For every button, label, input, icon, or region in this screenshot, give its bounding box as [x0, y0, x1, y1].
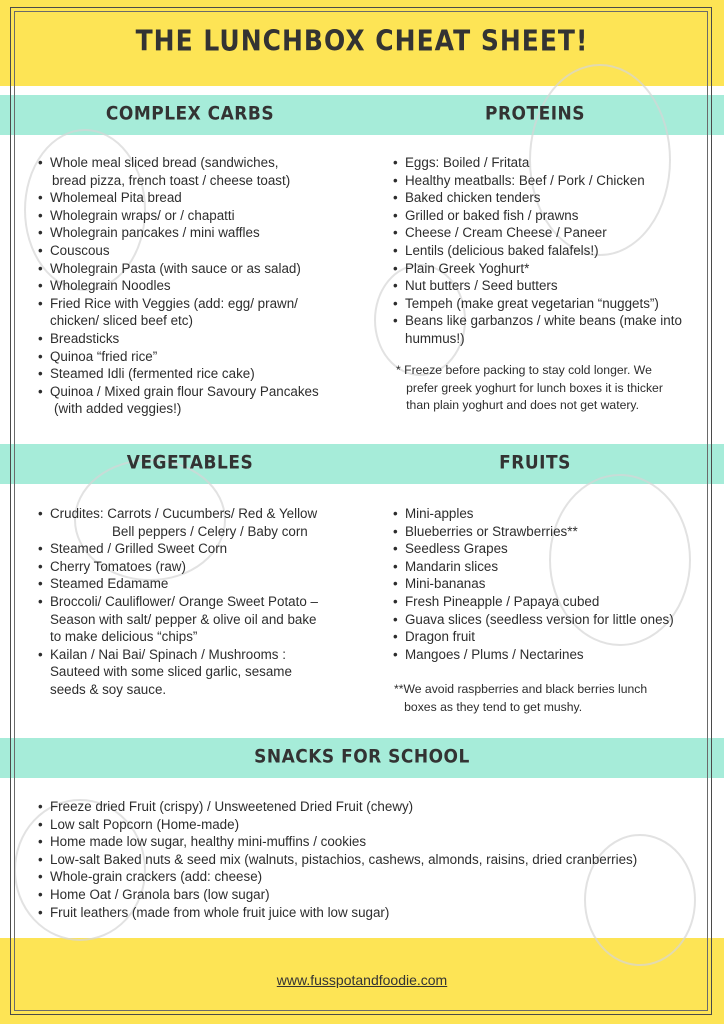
list-item: • Dragon fruit: [393, 628, 674, 646]
list-item: • Quinoa “fried rice”: [38, 348, 319, 366]
heading-snacks-for-school: SNACKS FOR SCHOOL: [254, 746, 470, 768]
list-item: • Steamed Edamame: [38, 575, 318, 593]
list-item: • Wholemeal Pita bread: [38, 189, 319, 207]
list-item: • Broccoli/ Cauliflower/ Orange Sweet Potato – Season with salt/ pepper & olive oil and bake to make delicious “chips”: [38, 593, 318, 646]
list-item: • Kailan / Nai Bai/ Spinach / Mushrooms : Sauteed with some sliced garlic, sesame seeds & soy sauce.: [38, 646, 318, 699]
list-item: • Beans like garbanzos / white beans (make into hummus!): [393, 312, 682, 347]
list-item: • Nut butters / Seed butters: [393, 277, 682, 295]
list-item: • Wholegrain Noodles: [38, 277, 319, 295]
list-item: • Steamed Idli (fermented rice cake): [38, 365, 319, 383]
proteins-list: [393, 154, 682, 348]
list-item: • Whole-grain crackers (add: cheese): [38, 868, 637, 886]
proteins-footnote: * Freeze before packing to stay cold longer. We prefer greek yoghurt for lunch boxes it is thicker than plain yoghurt and does not get watery.: [396, 363, 663, 412]
list-item: • Healthy meatballs: Beef / Pork / Chicken: [393, 172, 682, 190]
list-item: • Lentils (delicious baked falafels!): [393, 242, 682, 260]
page-title: THE LUNCHBOX CHEAT SHEET!: [135, 23, 589, 58]
list-item: • Mini-apples: [393, 505, 674, 523]
list-item: • Whole meal sliced bread (sandwiches, bread pizza, french toast / cheese toast): [38, 154, 319, 189]
list-item: • Fruit leathers (made from whole fruit juice with low sugar): [38, 904, 637, 922]
list-item: • Cheese / Cream Cheese / Paneer: [393, 224, 682, 242]
list-item: • Tempeh (make great vegetarian “nuggets”): [393, 295, 682, 313]
list-item: • Crudites: Carrots / Cucumbers/ Red & Yellow Bell peppers / Celery / Baby corn: [38, 505, 318, 540]
list-item: • Cherry Tomatoes (raw): [38, 558, 318, 576]
list-item: • Mangoes / Plums / Nectarines: [393, 646, 674, 664]
list-item: • Wholegrain pancakes / mini waffles: [38, 224, 319, 242]
vegetables-list: [38, 505, 318, 699]
heading-proteins: PROTEINS: [484, 103, 585, 125]
fruits-list: [393, 505, 674, 663]
list-item: • Steamed / Grilled Sweet Corn: [38, 540, 318, 558]
heading-complex-carbs: COMPLEX CARBS: [105, 103, 275, 125]
list-item: • Guava slices (seedless version for little ones): [393, 611, 674, 629]
heading-fruits: FRUITS: [499, 452, 571, 474]
list-item: • Baked chicken tenders: [393, 189, 682, 207]
website-link[interactable]: www.fusspotandfoodie.com: [276, 972, 448, 988]
list-item: • Grilled or baked fish / prawns: [393, 207, 682, 225]
list-item: • Home made low sugar, healthy mini-muffins / cookies: [38, 833, 637, 851]
list-item: • Wholegrain wraps/ or / chapatti: [38, 207, 319, 225]
list-item: • Freeze dried Fruit (crispy) / Unsweetened Dried Fruit (chewy): [38, 798, 637, 816]
heading-vegetables: VEGETABLES: [126, 452, 254, 474]
list-item: • Breadsticks: [38, 330, 319, 348]
list-item: • Eggs: Boiled / Fritata: [393, 154, 682, 172]
fruits-footnote: **We avoid raspberries and black berries lunch boxes as they tend to get mushy.: [394, 682, 648, 714]
list-item: • Low-salt Baked nuts & seed mix (walnuts, pistachios, cashews, almonds, raisins, dried cranberries): [38, 851, 637, 869]
list-item: • Blueberries or Strawberries**: [393, 523, 674, 541]
list-item: • Mini-bananas: [393, 575, 674, 593]
list-item: • Fresh Pineapple / Papaya cubed: [393, 593, 674, 611]
list-item: • Couscous: [38, 242, 319, 260]
snacks-list: [38, 798, 637, 921]
list-item: • Seedless Grapes: [393, 540, 674, 558]
list-item: • Plain Greek Yoghurt*: [393, 260, 682, 278]
list-item: • Mandarin slices: [393, 558, 674, 576]
complex-carbs-list: [38, 154, 319, 418]
list-item: • Fried Rice with Veggies (add: egg/ prawn/ chicken/ sliced beef etc): [38, 295, 319, 330]
list-item: • Wholegrain Pasta (with sauce or as salad): [38, 260, 319, 278]
list-item: • Low salt Popcorn (Home-made): [38, 816, 637, 834]
list-item: • Quinoa / Mixed grain flour Savoury Pancakes (with added veggies!): [38, 383, 319, 418]
list-item: • Home Oat / Granola bars (low sugar): [38, 886, 637, 904]
